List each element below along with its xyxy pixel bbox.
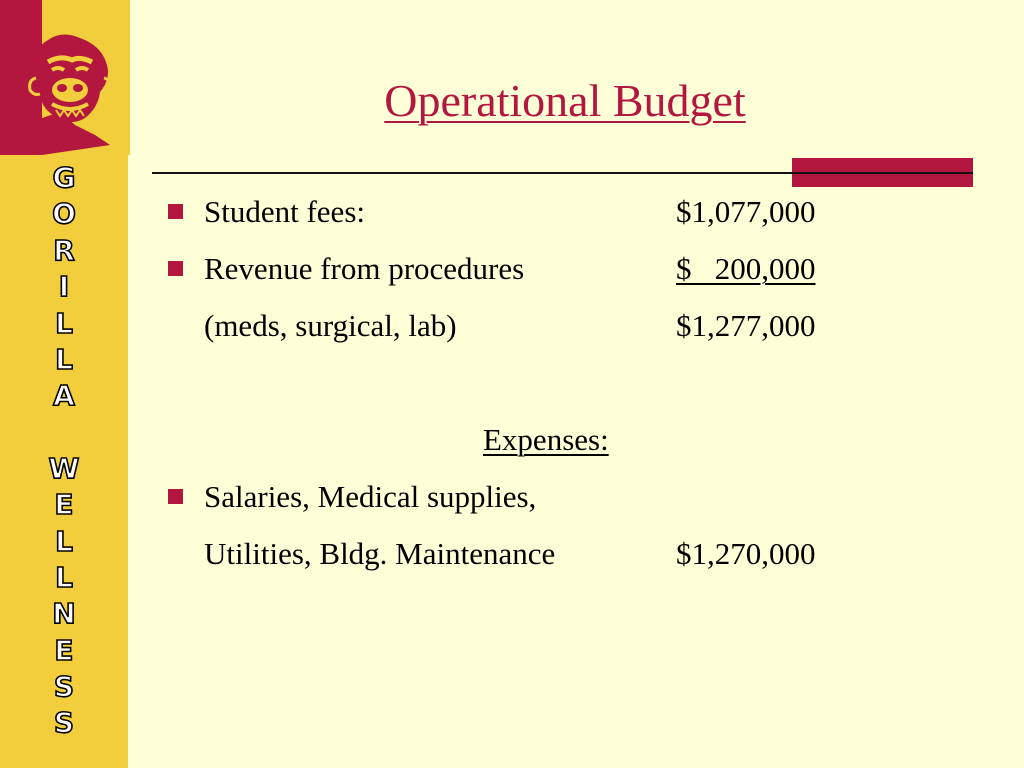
sidebar-letter: G [52, 161, 76, 194]
budget-row-expenses [0, 477, 1024, 517]
budget-row-expenses-detail [0, 534, 1024, 574]
gorilla-logo [0, 0, 130, 155]
sidebar [0, 0, 128, 768]
bullet-icon [168, 204, 183, 219]
sidebar-letter: L [55, 560, 73, 594]
sidebar-letter: R [53, 233, 75, 267]
bullet-icon [168, 489, 183, 504]
sidebar-letter: L [55, 306, 73, 340]
row-amount: $1,077,000 [676, 194, 816, 229]
row-total: $1,277,000 [676, 308, 816, 343]
sidebar-letter: A [53, 379, 75, 413]
sidebar-letter: L [55, 524, 73, 558]
sidebar-letter: E [54, 488, 74, 522]
row-label: (meds, surgical, lab) [204, 308, 457, 343]
sidebar-letter: O [52, 197, 76, 231]
slide-title: Operational Budget [384, 75, 746, 126]
sidebar-letter: S [53, 706, 75, 740]
row-label: Revenue from procedures [204, 251, 525, 286]
budget-row-revenue [0, 249, 1024, 289]
expenses-heading-row [0, 420, 1024, 460]
sidebar-letter: I [58, 270, 70, 304]
sidebar-letter: W [48, 451, 80, 485]
row-amount: $1,270,000 [676, 536, 816, 571]
budget-row-revenue-detail [0, 306, 1024, 346]
row-label: Salaries, Medical supplies, [204, 479, 537, 514]
expenses-heading: Expenses: [483, 422, 609, 457]
row-amount: $ 200,000 [676, 251, 816, 286]
sidebar-letter: L [55, 342, 73, 376]
sidebar-vertical-text [0, 160, 128, 742]
row-label: Student fees: [204, 194, 365, 229]
bullet-icon [168, 261, 183, 276]
sidebar-letter: N [52, 597, 76, 631]
budget-row-student-fees [0, 192, 1024, 232]
sidebar-letter: E [54, 633, 74, 667]
title-divider-accent-line [792, 172, 973, 174]
gorilla-head-icon [0, 0, 130, 155]
row-label: Utilities, Bldg. Maintenance [204, 536, 556, 571]
sidebar-letter: S [53, 670, 75, 704]
